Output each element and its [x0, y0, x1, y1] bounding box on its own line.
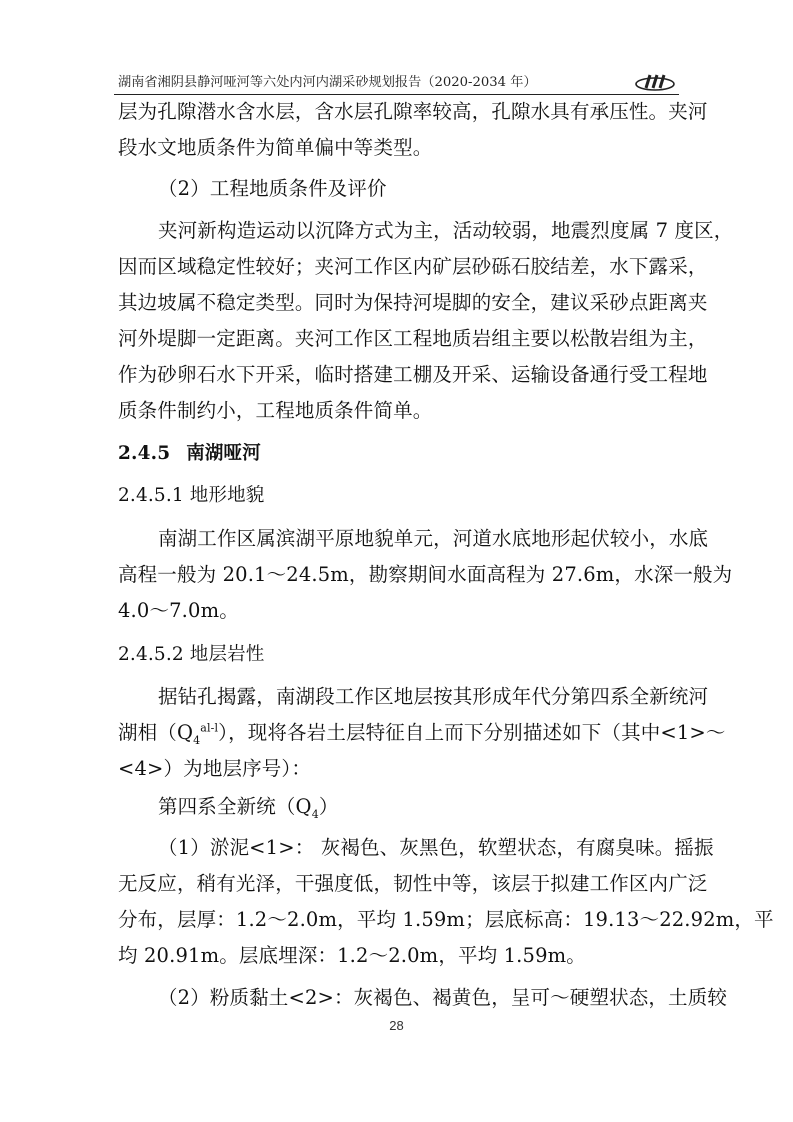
paragraph-line: 段水文地质条件为简单偏中等类型。: [118, 136, 433, 159]
subscript: 4: [311, 807, 319, 821]
paragraph-line: 作为砂卵石水下开采，临时搭建工棚及开采、运输设备通行受工程地: [118, 363, 708, 386]
running-header: 湖南省湘阴县静河哑河等六处内河内湖采砂规划报告（2020-2034 年）: [118, 75, 537, 90]
paragraph-line: 无反应，稍有光泽，干强度低，韧性中等，该层于拟建工作区内广泛: [118, 872, 708, 895]
paragraph-line: 河外堤脚一定距离。夹河工作区工程地质岩组主要以松散岩组为主，: [118, 327, 708, 350]
paragraph-line: <4>）为地层序号）：: [118, 757, 311, 780]
paragraph-line: 4.0～7.0m。: [118, 599, 239, 622]
paragraph-line: 其边坡属不稳定类型。同时为保持河堤脚的安全，建议采砂点距离夹: [118, 291, 708, 314]
paragraph-line: （2）粉质黏土<2>：灰褐色、褐黄色，呈可～硬塑状态，土质较: [158, 986, 727, 1009]
paragraph-line: 质条件制约小，工程地质条件简单。: [118, 399, 433, 422]
paragraph-line: 据钻孔揭露，南湖段工作区地层按其形成年代分第四系全新统河: [158, 685, 709, 708]
paragraph-line: 高程一般为 20.1～24.5m，勘察期间水面高程为 27.6m，水深一般为: [118, 563, 733, 586]
subsection-heading: 2.4.5.2 地层岩性: [118, 644, 265, 665]
company-logo-icon: [634, 72, 676, 92]
subsection-heading: 2.4.5.1 地形地貌: [118, 485, 265, 506]
text-run: 第四系全新统（Q: [158, 795, 312, 818]
paragraph-line: 分布，层厚：1.2～2.0m，平均 1.59m；层底标高：19.13～22.92m，平: [118, 908, 774, 931]
paragraph-line: 因而区域稳定性较好；夹河工作区内矿层砂砾石胶结差，水下露采，: [118, 255, 708, 278]
paragraph-line: 夹河新构造运动以沉降方式为主，活动较弱，地震烈度属 7 度区，: [158, 219, 734, 242]
section-number: 2.4.5: [118, 443, 171, 464]
text-run: ），现将各岩土层特征自上而下分别描述如下（其中<1>～: [218, 721, 726, 744]
text-run: 湖相（Q: [118, 721, 194, 744]
paragraph-line: 南湖工作区属滨湖平原地貌单元，河道水底地形起伏较小，水底: [158, 527, 709, 550]
section-title: 南湖哑河: [186, 443, 261, 464]
subscript: 4: [193, 733, 201, 747]
header-rule: [114, 94, 679, 95]
subsection-heading: （2）工程地质条件及评价: [158, 177, 387, 200]
section-heading: [118, 442, 683, 466]
text-run: ）: [318, 795, 339, 818]
paragraph-line: （1）淤泥<1>： 灰褐色、灰黑色，软塑状态，有腐臭味。摇振: [158, 836, 714, 859]
paragraph-line: [158, 795, 723, 819]
page-number: 28: [389, 1018, 404, 1033]
paragraph-line: 均 20.91m。层底埋深：1.2～2.0m，平均 1.59m。: [118, 944, 586, 967]
paragraph-line: 层为孔隙潜水含水层，含水层孔隙率较高，孔隙水具有承压性。夹河: [118, 100, 708, 123]
superscript: al-l: [200, 721, 219, 735]
paragraph-line: [118, 721, 726, 747]
